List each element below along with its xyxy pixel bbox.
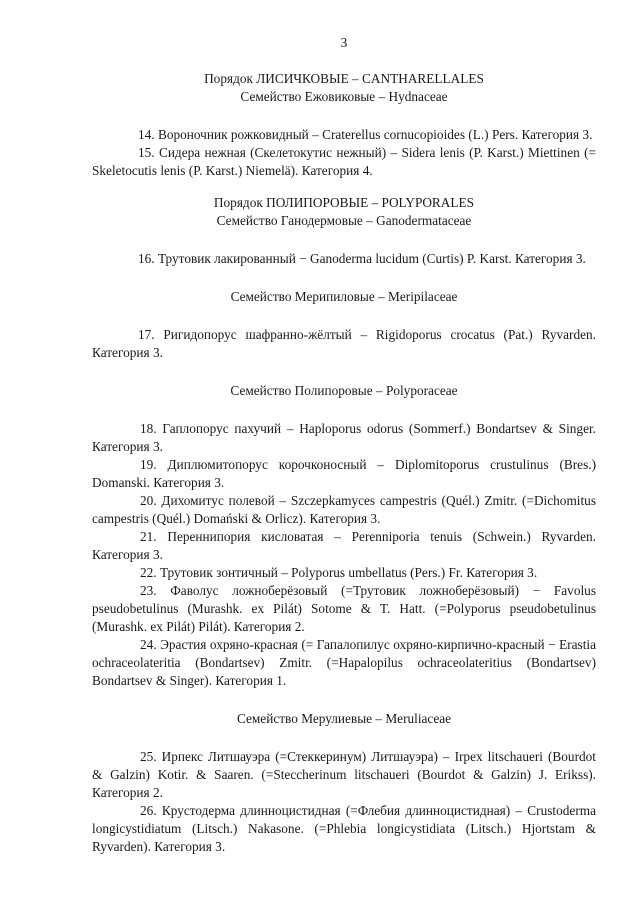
family-heading: Семейство Ганодермовые – Ganodermataceae (216, 213, 472, 228)
family-heading: Семейство Мерулиевые – Meruliaceae (236, 711, 452, 726)
species-entry: 14. Вороночник рожковидный – Craterellus cornucopioides (L.) Pers. Категория 3. (138, 127, 593, 142)
species-entry: 16. Трутовик лакированный − Ganoderma lucidum (Curtis) P. Karst. Категория 3. (138, 251, 586, 266)
species-entry: 20. Дихомитус полевой – Szczepkamyces campestris (Quél.) Zmitr. (=Dichomitus campestris (Quél.) Domański & Orlicz). Категория 3. (92, 493, 596, 526)
species-entry: 18. Гаплопорус пахучий – Haploporus odorus (Sommerf.) Bondartsev & Singer. Категория 3. (92, 421, 596, 454)
species-entry: 23. Фаволус ложноберёзовый (=Трутовик ложноберёзовый) − Favolus pseudobetulinus (Murashk. ex Pilát) Sotome & T. Hatt. (=Polyporus pseudobetulinus (Murashk. ex Pilát) Pilát). Категория 2. (92, 583, 596, 634)
family-heading: Семейство Мерипиловые – Meripilaceae (230, 289, 458, 304)
species-entry: 26. Крустодерма длинноцистидная (=Флебия длинноцистидная) – Crustoderma longicystidiatum (Litsch.) Nakasone. (=Phlebia longicystidiata (Litsch.) Hjortstam & Ryvarden). Категория 3. (92, 803, 596, 854)
family-heading: Семейство Ежовиковые – Hydnaceae (240, 89, 448, 104)
species-entry: 25. Ирпекс Литшауэра (=Стеккеринум) Литшауэра) – Irpex litschaueri (Bourdot & Galzin) Kotir. & Saaren. (=Steccherinum litschaueri (Bourdot & Galzin) J. Erikss). Категория 2. (92, 749, 596, 800)
species-entry: 24. Эрастия охряно-красная (= Гапалопилус охряно-кирпично-красный − Erastia ochraceolateritia (Bondartsev) Zmitr. (=Hapalopilus ochraceolateritius (Bondartsev) Bondartsev & Singer). Категория 1. (92, 637, 596, 688)
species-entry: 17. Ригидопорус шафранно-жёлтый – Rigidoporus crocatus (Pat.) Ryvarden. Категория 3. (92, 327, 596, 360)
species-entry: 21. Переннипория кисловатая – Perenniporia tenuis (Schwein.) Ryvarden. Категория 3. (92, 529, 596, 562)
species-entry: 19. Диплюмитопорус корочконосный – Diplomitoporus crustulinus (Bres.) Domanski. Категория 3. (92, 457, 596, 490)
family-heading: Семейство Полипоровые – Polyporaceae (230, 383, 458, 398)
order-heading: Порядок ПОЛИПОРОВЫЕ – POLYPORALES (213, 195, 475, 210)
species-entry: 22. Трутовик зонтичный – Polyporus umbellatus (Pers.) Fr. Категория 3. (140, 565, 538, 580)
order-heading: Порядок ЛИСИЧКОВЫЕ – CANTHARELLALES (204, 71, 484, 86)
species-entry: 15. Сидера нежная (Скелетокутис нежный) – Sidera lenis (P. Karst.) Miettinen (= Skeletocutis lenis (P. Karst.) Niemelä). Категория 4. (92, 145, 596, 178)
page-number: 3 (340, 35, 348, 50)
